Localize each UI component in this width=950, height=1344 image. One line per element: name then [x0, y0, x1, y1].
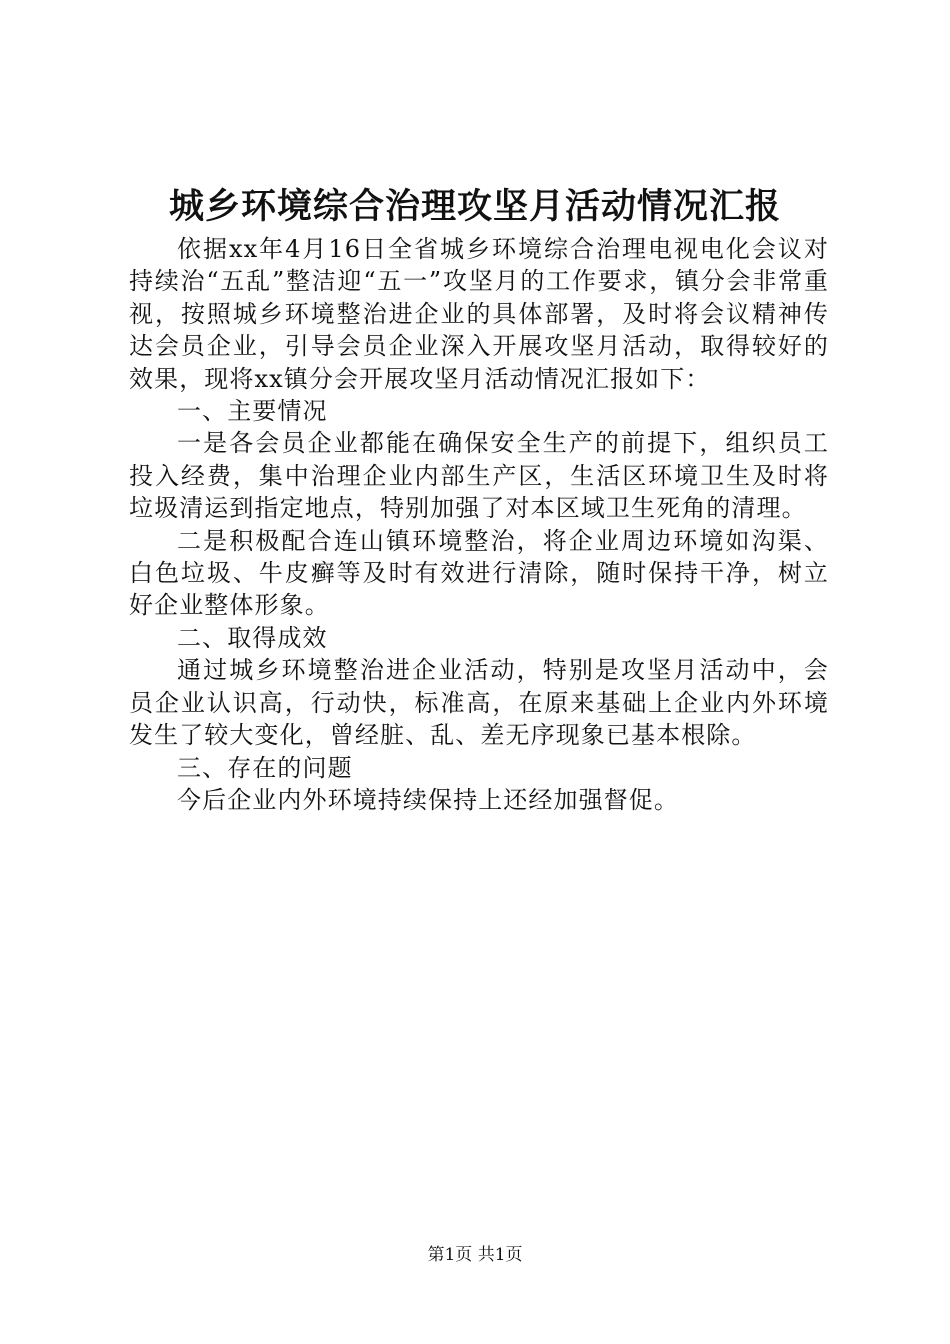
section-heading-problems: 三、存在的问题	[177, 753, 353, 782]
page-number-footer: 第1页 共1页	[427, 1245, 523, 1265]
section-heading-main-situation: 一、主要情况	[177, 397, 328, 426]
document-title: 城乡环境综合治理攻坚月活动情况汇报	[168, 186, 781, 227]
paragraph-first-point: 一是各会员企业都能在确保安全生产的前提下，组织员工投入经费，集中治理企业内部生产区，生活区环境卫生及时将垃圾清运到指定地点，特别加强了对本区域卫生死角的清理。	[129, 429, 829, 523]
paragraph-problems: 今后企业内外环境持续保持上还经加强督促。	[177, 785, 679, 814]
paragraph-second-point: 二是积极配合连山镇环境整治，将企业周边环境如沟渠、白色垃圾、牛皮癣等及时有效进行清除，随时保持干净，树立好企业整体形象。	[129, 526, 829, 620]
section-heading-results: 二、取得成效	[177, 623, 328, 652]
paragraph-results: 通过城乡环境整治进企业活动，特别是攻坚月活动中，会员企业认识高，行动快，标准高，在原来基础上企业内外环境发生了较大变化，曾经脏、乱、差无序现象已基本根除。	[129, 656, 829, 750]
intro-paragraph: 依据xx年4月16日全省城乡环境综合治理电视电化会议对持续治“五乱”整洁迎“五一”攻坚月的工作要求，镇分会非常重视，按照城乡环境整治进企业的具体部署，及时将会议精神传达会员企业，引导会员企业深入开展攻坚月活动，取得较好的效果，现将xx镇分会开展攻坚月活动情况汇报如下：	[129, 235, 829, 393]
document-body	[129, 233, 829, 816]
